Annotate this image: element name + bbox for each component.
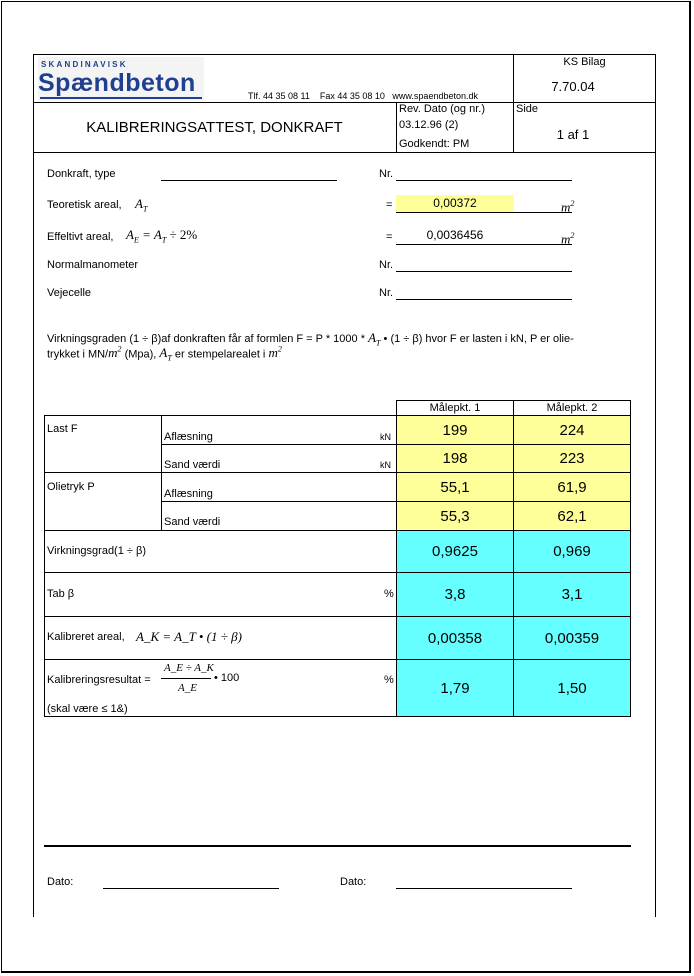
approved-by: Godkendt: PM bbox=[399, 138, 470, 150]
document-title: KALIBRERINGSATTEST, DONKRAFT bbox=[86, 119, 343, 136]
resultat-note: (skal være ≤ 1&) bbox=[47, 703, 128, 715]
side-value: 1 af 1 bbox=[556, 127, 590, 142]
vejecelle-nr-label: Nr. bbox=[379, 287, 394, 299]
teoretisk-unit: $m^2$ bbox=[561, 199, 575, 215]
olietryk-label: Olietryk P bbox=[47, 481, 95, 493]
last-aflaesning-value-2[interactable]: 224 bbox=[559, 421, 585, 439]
resultat-unit: % bbox=[384, 674, 394, 686]
last-sand-label: Sand værdi bbox=[164, 459, 221, 471]
tab-unit: % bbox=[384, 588, 394, 600]
column-header-2: Målepkt. 2 bbox=[513, 400, 631, 416]
last-aflaesning-value-1[interactable]: 199 bbox=[442, 421, 468, 439]
teoretisk-label: Teoretisk areal, bbox=[47, 199, 122, 211]
dato-label-2: Dato: bbox=[340, 876, 367, 888]
donkraft-nr-field[interactable] bbox=[396, 180, 572, 181]
description-line-2: trykket i $MN/m^2$ (Mpa), $A_T$ er stempelarealet i $m^2$ bbox=[47, 345, 282, 363]
tab-value-1: 3,8 bbox=[444, 586, 466, 603]
effektivt-eq: = bbox=[386, 231, 393, 243]
olie-aflaesning-value-2[interactable]: 61,9 bbox=[557, 478, 587, 496]
kalibreret-label: Kalibreret areal, bbox=[47, 631, 125, 643]
resultat-value-1: 1,79 bbox=[440, 679, 470, 697]
last-sand-value-1[interactable]: 198 bbox=[442, 450, 468, 467]
logo-small-text: SKANDINAVISK bbox=[41, 60, 128, 69]
description-line-1: Virkningsgraden (1 ÷ β)af donkraften får af formlen $F = P * 1000 * A_T$ • (1 ÷ β) hvor F er lasten i kN, P er olie- bbox=[47, 330, 574, 348]
last-aflaesning-label: Aflæsning bbox=[164, 431, 213, 443]
normalmanometer-label: Normalmanometer bbox=[47, 259, 139, 271]
teoretisk-symbol: $A_T$ bbox=[135, 196, 148, 214]
company-logo bbox=[38, 57, 204, 101]
olie-sand-value-1[interactable]: 55,3 bbox=[440, 507, 470, 525]
last-sand-value-2[interactable]: 223 bbox=[559, 450, 585, 467]
column-header-1: Målepkt. 1 bbox=[396, 400, 514, 416]
donkraft-nr-label: Nr. bbox=[379, 168, 394, 180]
virkningsgrad-value-1: 0,9625 bbox=[432, 543, 478, 560]
effektivt-label: Effeltivt areal, bbox=[47, 231, 114, 243]
dato-field-1[interactable] bbox=[103, 888, 279, 889]
normalmanometer-nr-field[interactable] bbox=[396, 271, 572, 272]
teoretisk-value-field[interactable]: 0,00372 bbox=[396, 195, 514, 212]
ks-value: 7.70.04 bbox=[551, 79, 595, 94]
donkraft-type-field[interactable] bbox=[161, 180, 337, 181]
vejecelle-label: Vejecelle bbox=[47, 287, 92, 299]
effektivt-value-field[interactable]: 0,0036456 bbox=[426, 228, 484, 242]
rev-label: Rev. Dato (og nr.) bbox=[399, 103, 485, 115]
resultat-multiplier: • 100 bbox=[214, 672, 240, 684]
normalmanometer-nr-label: Nr. bbox=[379, 259, 394, 271]
olie-sand-value-2[interactable]: 62,1 bbox=[557, 507, 587, 525]
vejecelle-nr-field[interactable] bbox=[396, 299, 572, 300]
dato-label-1: Dato: bbox=[47, 876, 74, 888]
contact-line: Tlf. 44 35 08 11 Fax 44 35 08 10 www.spaendbeton.dk bbox=[248, 91, 478, 101]
tab-value-2: 3,1 bbox=[561, 586, 583, 603]
logo-large-text: Spændbeton bbox=[38, 69, 196, 97]
effektivt-unit: $m^2$ bbox=[561, 231, 575, 247]
kalibreret-formula: A_K = A_T • (1 ÷ β) bbox=[136, 629, 242, 644]
olie-aflaesning-label: Aflæsning bbox=[164, 488, 213, 500]
rev-value: 03.12.96 (2) bbox=[399, 119, 459, 131]
donkraft-type-label: Donkraft, type bbox=[47, 168, 116, 180]
kalibreret-value-2: 0,00359 bbox=[544, 629, 600, 647]
olie-sand-label: Sand værdi bbox=[164, 516, 221, 528]
dato-field-2[interactable] bbox=[396, 888, 572, 889]
ks-label: KS Bilag bbox=[563, 56, 606, 68]
resultat-label: Kalibreringsresultat = bbox=[47, 674, 151, 686]
last-aflaesning-unit: kN bbox=[380, 432, 391, 442]
virkningsgrad-label: Virkningsgrad(1 ÷ β) bbox=[47, 545, 146, 557]
resultat-numerator: A_E ÷ A_K bbox=[164, 662, 214, 674]
footer-divider bbox=[44, 845, 631, 847]
last-sand-unit: kN bbox=[380, 460, 391, 470]
effektivt-formula: $A_E = A_T \div 2\%$ bbox=[126, 227, 198, 245]
side-label: Side bbox=[516, 103, 539, 115]
last-f-label: Last F bbox=[47, 423, 78, 435]
olie-aflaesning-value-1[interactable]: 55,1 bbox=[440, 478, 470, 496]
resultat-denominator: A_E bbox=[178, 682, 197, 694]
resultat-value-2: 1,50 bbox=[557, 679, 587, 697]
kalibreret-value-1: 0,00358 bbox=[427, 629, 483, 647]
teoretisk-eq: = bbox=[386, 199, 393, 211]
tab-label: Tab β bbox=[47, 588, 75, 600]
virkningsgrad-value-2: 0,969 bbox=[553, 543, 591, 560]
